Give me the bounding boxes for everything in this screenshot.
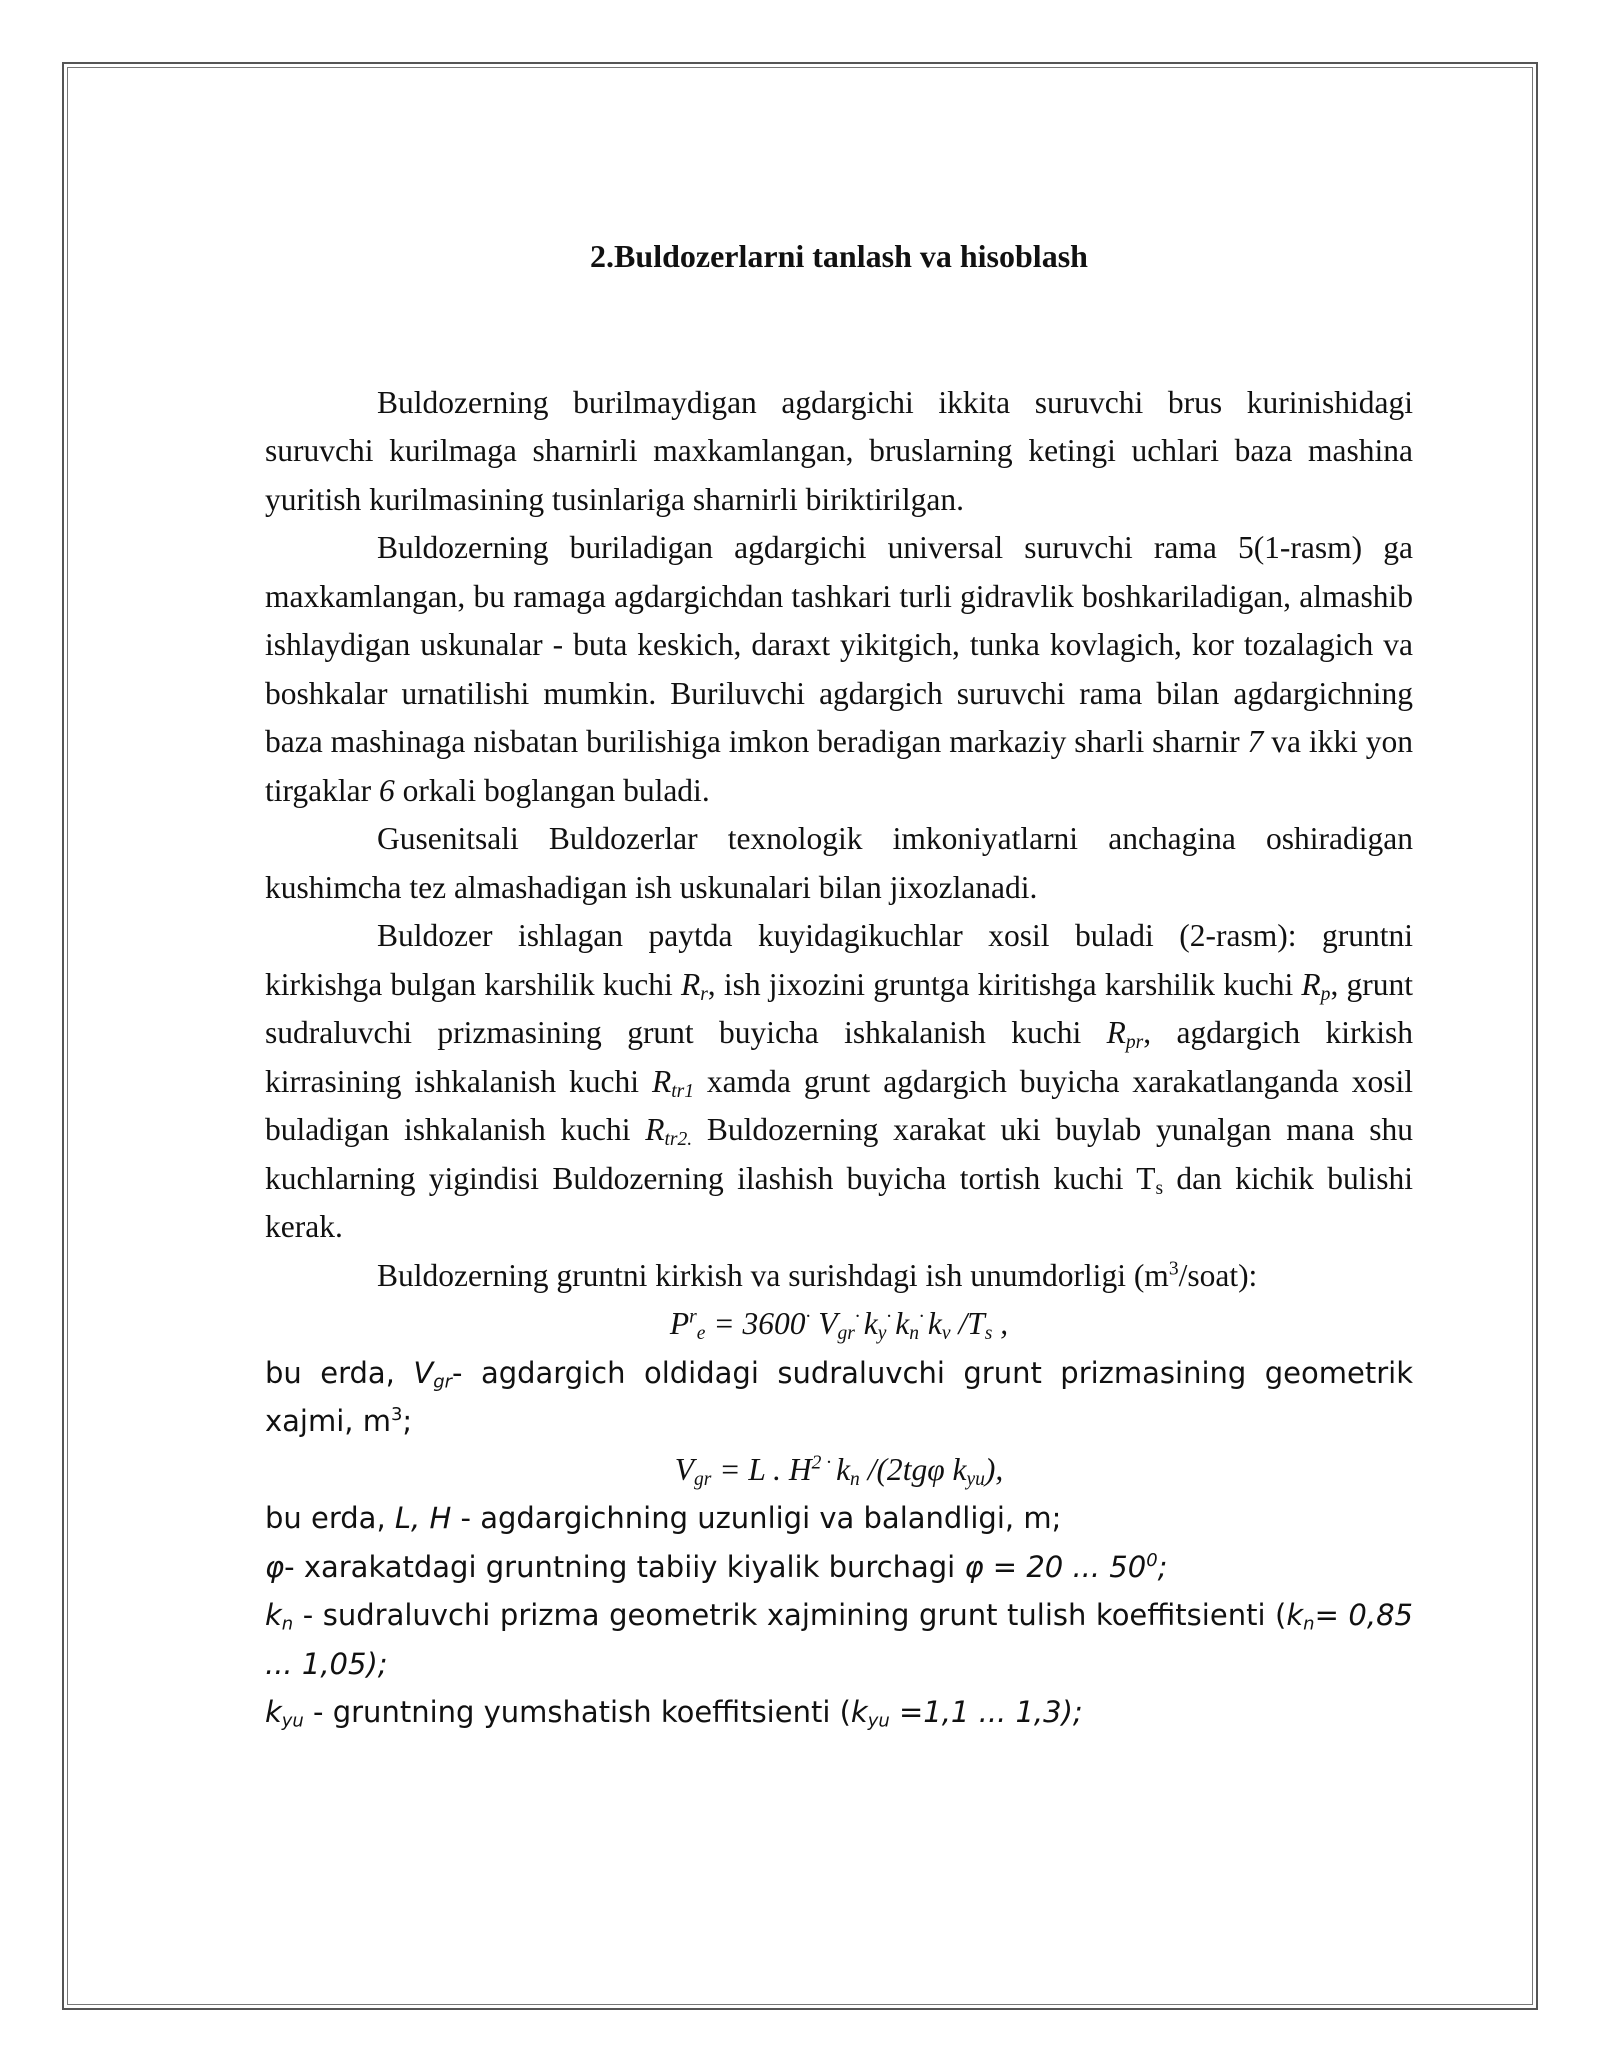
paragraph-2: Buldozerning buriladigan agdargichi universal suruvchi rama 5(1-rasm) ga maxkamlangan, bu ramaga agdargichdan tashkari turli gidravlik boshkariladigan, almashib ishlaydigan uskunalar - buta keskich, daraxt yikitgich, tunka kovlagich, kor tozalagich va boshkalar urnatilishi mumkin. Buriluvchi agdargich suruvchi rama bilan agdargichning baza mashinaga nisbatan burilishiga imkon beradigan markaziy sharli sharnir 7 va ikki yon tirgaklar 6 orkali boglangan buladi. [265,530,1413,808]
paragraph-5: Buldozerning gruntni kirkish va surishdagi ish unumdorligi $(m^3/soat)$: [377,1257,1258,1293]
paragraph-1: Buldozerning burilmaydigan agdargichi ikkita suruvchi brus kurinishidagi suruvchi kurilmaga sharnirli maxkamlangan, bruslarning ketingi uchlari baza mashina yuritish kurilmasining tusinlariga sharnirli biriktirilgan. [265,384,1413,517]
paragraph-4: Buldozer ishlagan paytda kuyidagikuchlar xosil buladi (2-rasm): gruntni kirkishga bulgan karshilik kuchi $R_r$, ish jixozini gruntga kiritishga karshilik kuchi $R_p$, grunt sudraluvchi prizmasining grunt buyicha ishkalanish kuchi $R_{pr}$, agdargich kirkish kirrasining ishkalanish kuchi $R_{tr1}$ xamda grunt agdargich buyicha xarakatlanganda xosil buladigan ishkalanish kuchi $R_{tr2.}$ Buldozerning xarakat uki buylab yunalgan mana shu kuchlarning yigindisi Buldozerning ilashish buyicha tortish kuchi $T_s$ dan kichik bulishi kerak. [265,918,1414,1244]
paragraph-7: bu erda, L, H - agdargichning uzunligi va balandligi, m; [265,1501,1062,1535]
paragraph-10: $k_{yu}$ - gruntning yumshatish koeffitsienti ($k_{yu} =1,1$ ... 1,3); [265,1695,1083,1732]
paragraph-6: bu erda, $V_{gr}-$ agdargich oldidagi sudraluvchi grunt prizmasining geometrik xajmi, $m^3$; [265,1355,1413,1438]
paragraph-8: φ- xarakatdagi gruntning tabiiy kiyalik burchagi φ = 20 ... $50^0$; [265,1549,1168,1584]
document-body [265,232,1413,1737]
paragraph-9: $k_n$ - sudraluvchi prizma geometrik xajmining grunt tulish koeffitsienti ($k_n= 0,85$ ... 1,05); [265,1598,1413,1681]
formula-volume: $V_{gr} = L$ . $H^2$ · $k_n$ /(2tgφ $k_{yu}$), [674,1451,1004,1490]
paragraph-3: Gusenitsali Buldozerlar texnologik imkoniyatlarni anchagina oshiradigan kushimcha tez almashadigan ish uskunalari bilan jixozlanadi. [265,821,1413,905]
formula-productivity: $P^r_e = 3600^\cdot$ $V_{gr}^\cdot$ $k_y^\cdot$ $k_n^\cdot$ $k_v$ $/T_s$ , [669,1306,1009,1344]
section-title: 2.Buldozerlarni tanlash va hisoblash [590,238,1088,274]
